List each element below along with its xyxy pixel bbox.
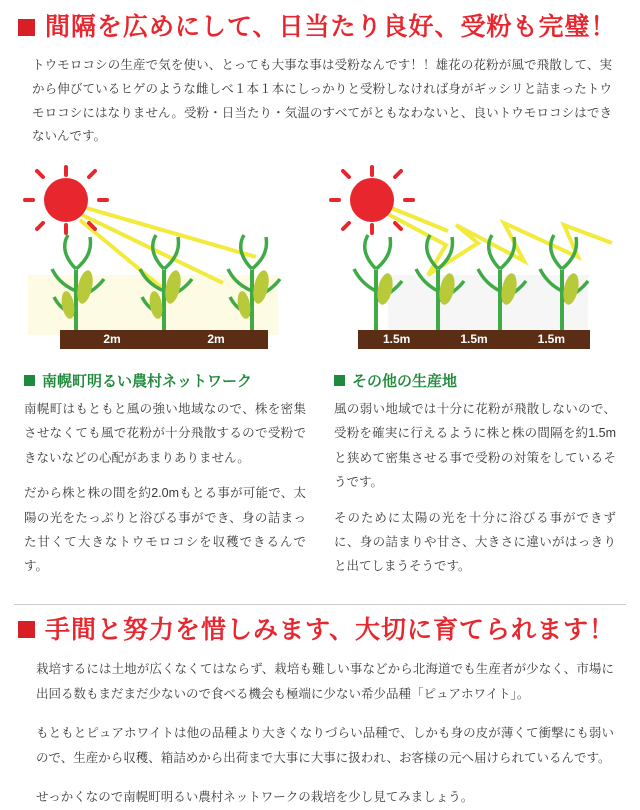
section1-heading-text: 間隔を広めにして、日当たり良好、受粉も完璧！ bbox=[45, 13, 617, 41]
section2-paragraph-2: もともとピュアホワイトは他の品種より大きくなりづらい品種で、しかも身の皮が薄くて衝撃にも弱いので、生産から収穫、箱詰めから出荷まで大事に大事に扱われ、お客様の元へ届けられているんです。 bbox=[36, 725, 614, 765]
figure-left-canvas bbox=[18, 165, 310, 360]
heading-square-icon bbox=[18, 19, 35, 36]
column-left-title-text: 南幌町明るい農村ネットワーク bbox=[42, 373, 253, 390]
figure-left bbox=[18, 165, 310, 360]
section2-body bbox=[36, 657, 614, 810]
column-other-regions bbox=[328, 360, 620, 590]
column-left-paragraph-2: だから株と株の間を約2.0mもとる事が可能で、太陽の光をたっぷりと浴びる事ができ、身の詰まった甘くて大きなトウモロコシを収穫できるんです。 bbox=[24, 486, 306, 574]
column-left-paragraph-1: 南幌町はもともと風の強い地域なので、株を密集させなくても風で花粉が十分飛散するので受粉できないなどの心配があまりありません。 bbox=[24, 402, 306, 465]
spacing-label: 1.5m bbox=[537, 332, 565, 346]
column-right-title bbox=[334, 370, 620, 391]
spacing-label: 2m bbox=[103, 332, 121, 346]
column-square-icon bbox=[334, 375, 345, 386]
section2-paragraph-3: せっかくなので南幌町明るい農村ネットワークの栽培を少し見てみましょう。 bbox=[36, 789, 474, 804]
column-square-icon bbox=[24, 375, 35, 386]
figure-right-spacing-labels bbox=[358, 332, 590, 346]
column-left-title bbox=[24, 370, 310, 391]
column-minamiporo bbox=[18, 360, 310, 590]
column-right-title-text: その他の生産地 bbox=[352, 373, 458, 390]
column-right-paragraph-2: そのために太陽の光を十分に浴びる事ができずに、身の詰まりや甘さ、大きさに違いがはっきりと出てしまうそうです。 bbox=[334, 510, 616, 574]
section2-paragraph-1: 栽培するには土地が広くなくてはならず、栽培も難しい事などから北海道でも生産者が少なく、市場に出回る数もまだまだ少ないので食べる機会も極端に少ない希少品種「ピュアホワイト」。 bbox=[36, 661, 614, 701]
heading-square-icon bbox=[18, 621, 35, 638]
spacing-label: 2m bbox=[207, 332, 225, 346]
figure-right bbox=[328, 165, 620, 360]
section2-heading-text: 手間と努力を惜しみます、大切に育てられます！ bbox=[45, 615, 616, 644]
spacing-label: 1.5m bbox=[460, 332, 488, 346]
illustration-row bbox=[0, 165, 640, 360]
figure-left-spacing-labels bbox=[60, 332, 268, 346]
spacing-label: 1.5m bbox=[382, 332, 411, 346]
section2-heading bbox=[0, 605, 640, 645]
section1-intro-text: トウモロコシの生産で気を使い、とっても大事な事は受粉なんです！！雄花の花粉が風で飛散して、実から伸びているヒゲのような雌しべ１本１本にしっかりと受粉しなければ身がギッシリと詰まったトウモロコシにはなりません。受粉・日当たり・気温のすべてがともなわないと、良いトウモロコシはできないんです。 bbox=[32, 58, 612, 144]
figure-right-canvas bbox=[328, 165, 620, 360]
column-right-paragraph-1: 風の弱い地域では十分に花粉が飛散しないので、受粉を確実に行えるように株と株の間隔を約1.5mと狭めて密集させる事で受粉の対策をしているそうです。 bbox=[334, 402, 616, 490]
section1-heading bbox=[0, 0, 640, 42]
comparison-columns bbox=[0, 360, 640, 590]
